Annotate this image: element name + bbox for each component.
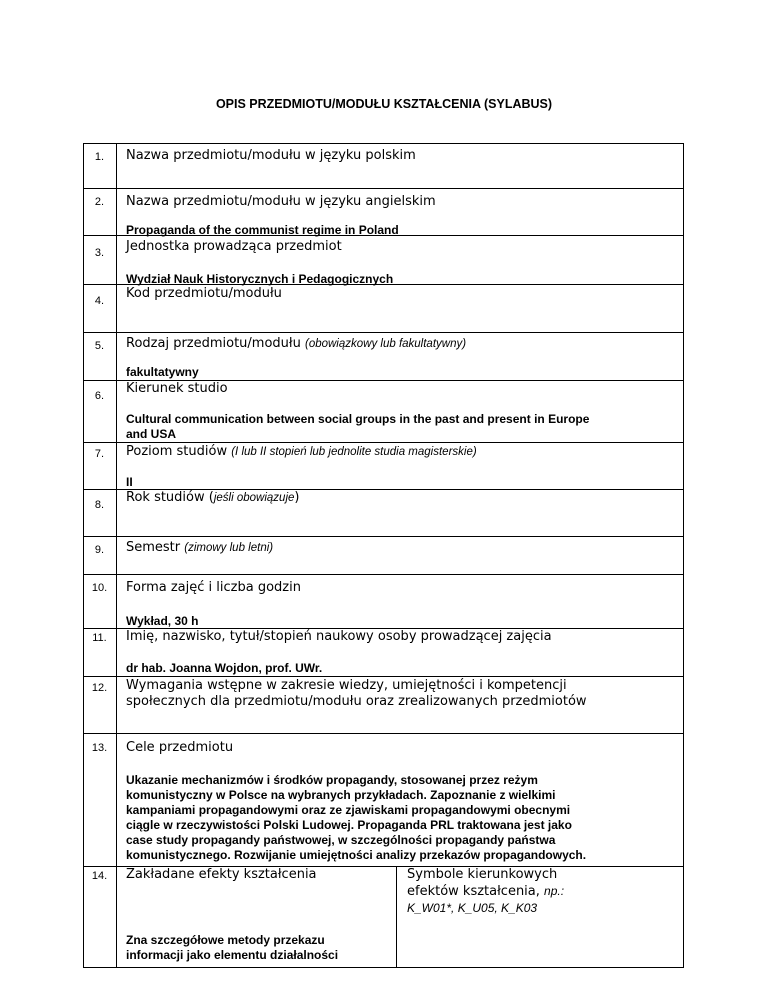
row-label-hint: (obowiązkowy lub fakultatywny) <box>304 338 467 350</box>
row-divider <box>83 332 684 333</box>
row-number: 10. <box>91 582 108 594</box>
document-title: OPIS PRZEDMIOTU/MODUŁU KSZTAŁCENIA (SYLABUS) <box>215 97 553 111</box>
row-divider <box>83 143 684 144</box>
column-divider <box>116 143 117 968</box>
row-value-line: kampaniami propagandowymi oraz ze zjawiskami propagandowymi obecnymi <box>126 803 571 817</box>
row-value-line: ciągle w rzeczywistości Polski Ludowej. Propaganda PRL traktowana jest jako <box>126 818 572 832</box>
row-value <box>126 773 676 863</box>
row-label: Jednostka prowadząca przedmiot <box>126 239 342 254</box>
row-value-line: case study propagandy państwowej, w szczególności propagandy państwa <box>126 833 556 847</box>
row-label: Kierunek studio <box>126 381 228 396</box>
row-value <box>126 933 386 963</box>
syllabus-table <box>83 143 684 968</box>
row-value: Wykład, 30 h <box>126 614 199 628</box>
row-label-line: Wymagania wstępne w zakresie wiedzy, umiejętności i kompetencji <box>126 678 567 693</box>
row-number: 14. <box>91 870 108 882</box>
row-label <box>126 678 587 710</box>
row-label-paren: ) <box>294 490 300 505</box>
row-label-text: Poziom studiów <box>126 444 232 459</box>
row-label: Zakładane efekty kształcenia <box>126 867 317 882</box>
row-label-paren: ( <box>208 490 214 505</box>
row-number: 8. <box>94 499 105 511</box>
row-value: Wydział Nauk Historycznych i Pedagogicznych <box>126 272 394 286</box>
effect-symbols-line: Symbole kierunkowych <box>407 867 558 882</box>
row-divider <box>83 676 684 677</box>
row-number: 5. <box>94 340 105 352</box>
row-divider <box>83 574 684 575</box>
row-label <box>126 444 477 459</box>
row-label-text: Rok studiów <box>126 490 209 505</box>
row-value-line: komunistycznego. Rozwijanie umiejętności analizy przekazów propagandowych. <box>126 848 587 862</box>
effect-symbols <box>407 867 677 916</box>
row-label: Nazwa przedmiotu/modułu w języku angielskim <box>126 194 436 209</box>
row-number: 11. <box>92 632 107 644</box>
row-value: Propaganda of the communist regime in Poland <box>126 223 399 237</box>
row-value-line: Zna szczegółowe metody przekazu <box>126 933 325 947</box>
effect-symbols-line <box>407 883 677 900</box>
row-label: Kod przedmiotu/modułu <box>126 286 282 301</box>
row-number: 3. <box>94 247 105 259</box>
row-label-line: społecznych dla przedmiotu/modułu oraz zrealizowanych przedmiotów <box>126 694 587 709</box>
row-divider <box>83 733 684 734</box>
column-divider <box>683 143 684 968</box>
row-value <box>126 412 676 442</box>
row-divider <box>83 442 684 443</box>
row-label <box>126 336 466 351</box>
row-label-text: Rodzaj przedmiotu/modułu <box>126 336 305 351</box>
row-value: fakultatywny <box>126 365 199 379</box>
row-number: 2. <box>94 196 105 208</box>
row-label <box>126 540 273 555</box>
row-label <box>126 490 299 505</box>
row-divider <box>83 188 684 189</box>
row-label: Cele przedmiotu <box>126 740 234 755</box>
row-value: II <box>126 475 133 489</box>
row-value: dr hab. Joanna Wojdon, prof. UWr. <box>126 661 323 675</box>
row-divider <box>83 536 684 537</box>
row-number: 4. <box>94 295 105 307</box>
row-value-line: Ukazanie mechanizmów i środków propagandy, stosowanej przez reżym <box>126 773 538 787</box>
row-value-line: informacji jako elementu działalności <box>126 948 339 962</box>
row-label: Forma zajęć i liczba godzin <box>126 580 301 595</box>
row-label-hint: (I lub II stopień lub jednolite studia magisterskie) <box>231 446 477 458</box>
row-divider <box>83 967 684 968</box>
row-value-line: and USA <box>126 427 177 441</box>
row-number: 9. <box>94 544 105 556</box>
row-label: Imię, nazwisko, tytuł/stopień naukowy osoby prowadzącej zajęcia <box>126 629 552 644</box>
row-value-line: komunistyczny w Polsce na wybranych przykładach. Zapoznanie z wielkimi <box>126 788 556 802</box>
row-value-line: Cultural communication between social groups in the past and present in Europe <box>126 412 590 426</box>
row-number: 13. <box>91 742 108 754</box>
effect-symbols-hint: np.: <box>544 884 565 898</box>
column-divider <box>396 866 397 968</box>
row-label-hint: (zimowy lub letni) <box>184 542 274 554</box>
row-number: 6. <box>94 390 105 402</box>
effect-symbols-text: efektów kształcenia, <box>407 884 545 899</box>
row-label-text: Semestr <box>126 540 185 555</box>
row-label: Nazwa przedmiotu/modułu w języku polskim <box>126 148 416 163</box>
row-number: 12. <box>91 682 108 694</box>
row-number: 7. <box>94 448 105 460</box>
effect-symbols-example: K_W01*, K_U05, K_K03 <box>407 901 538 915</box>
row-label-hint: jeśli obowiązuje <box>213 492 295 504</box>
row-number: 1. <box>94 151 105 163</box>
